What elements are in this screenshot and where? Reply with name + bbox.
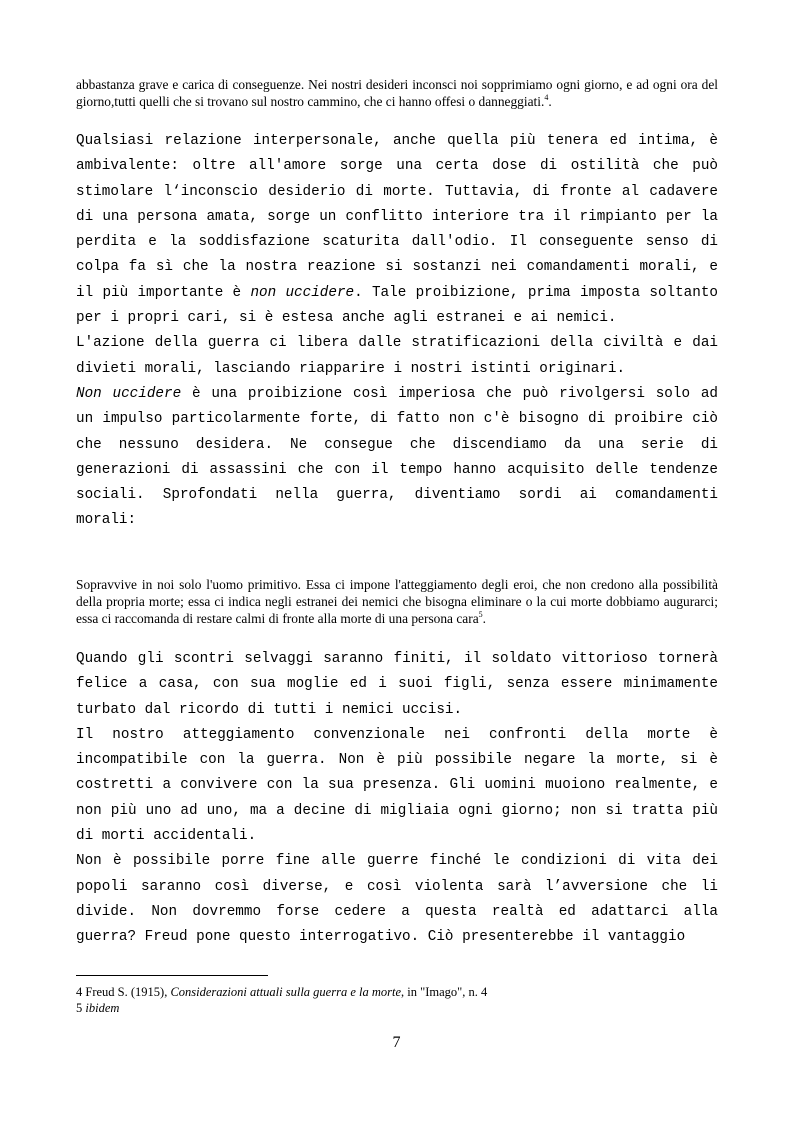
paragraph: L'azione della guerra ci libera dalle stratificazioni della civiltà e dai divieti morali, lasciando riapparire i nostri istinti originari. — [76, 335, 718, 377]
paragraph: Quando gli scontri selvaggi saranno finiti, il soldato vittorioso tornerà felice a casa, con sua moglie ed i suoi figli, senza essere minimamente turbato dal ricordo di tutti i nemici uccisi. — [76, 651, 718, 718]
footnote-5: 5 ibidem — [76, 1001, 120, 1015]
paragraph: Il nostro atteggiamento convenzionale nei confronti della morte è incompatibile con la guerra. Non è più possibile negare la morte, si è costretti a convivere con la sua presenza. Gli uomini muoiono realmente, e non più uno ad uno, ma a decine di migliaia ogni giorno; non si tratta più di morti accidentali. — [76, 726, 718, 845]
top-quote-text: abbastanza grave e carica di conseguenze. Nei nostri desideri inconsci noi sopprimiamo ogni giorno, e ad ogni ora del giorno,tutti quelli che si trovano sul nostro cammino, che ci hanno offesi o danneggiati. — [76, 77, 718, 109]
body-text-2 — [76, 647, 718, 951]
italic-term: Non uccidere — [76, 385, 182, 402]
top-quote: abbastanza grave e carica di conseguenze. Nei nostri desideri inconsci noi sopprimiamo ogni giorno, e ad ogni ora del giorno,tutti quelli che si trovano sul nostro cammino, che ci hanno offesi o danneggiati.$^4$. — [76, 77, 718, 109]
italic-term: non uccidere — [250, 284, 355, 301]
footnote-ref-4[interactable]: 4 — [544, 93, 549, 102]
paragraph: Non uccidere è una proibizione così imperiosa che può rivolgersi solo ad un impulso particolarmente forte, di fatto non c'è bisogno di proibire ciò che nessuno desidera. Ne consegue che discendiamo da una serie di generazioni di assassini che con il tempo hanno acquisito delle tendenze sociali. Sprofondati nella guerra, diventiamo sordi ai comandamenti morali: — [76, 385, 718, 529]
body-text-1 — [76, 129, 718, 534]
quote-2-text: Sopravvive in noi solo l'uomo primitivo. Essa ci impone l'atteggiamento degli eroi, che non credono alla possibilità della propria morte; essa ci indica negli estranei dei nemici che bisogna eliminare o la cui morte dobbiamo augurarci; essa ci raccomanda di restare calmi di fronte alla morte di una persona cara — [76, 577, 718, 626]
footnote-4: 4 Freud S. (1915), Considerazioni attuali sulla guerra e la morte, in "Imago", n. 4 — [76, 985, 488, 999]
paragraph: Qualsiasi relazione interpersonale, anche quella più tenera ed intima, è ambivalente: oltre all'amore sorge una certa dose di ostilità che può stimolare l‘inconscio desiderio di morte. Tuttavia, di fronte al cadavere di una persona amata, sorge un conflitto interiore tra il rimpianto per la perdita e la soddisfazione scaturita dall'odio. Il conseguente senso di colpa fa sì che la nostra reazione si sostanzi nei comandamenti morali, e il più importante è non uccidere. Tale proibizione, prima imposta soltanto per i propri cari, si è estesa anche agli estranei e ai nemici. — [76, 133, 718, 327]
page-number: 7 — [392, 1034, 401, 1051]
footnote-ref-5[interactable]: 5 — [478, 610, 483, 619]
quote-2: Sopravvive in noi solo l'uomo primitivo. Essa ci impone l'atteggiamento degli eroi, che non credono alla possibilità della propria morte; essa ci indica negli estranei dei nemici che bisogna eliminare o la cui morte dobbiamo augurarci; essa ci raccomanda di restare calmi di fronte alla morte di una persona cara$^5$. — [76, 577, 718, 626]
paragraph: Non è possibile porre fine alle guerre finché le condizioni di vita dei popoli saranno così diverse, e così violenta sarà l’avversione che li divide. Non dovremmo forse cedere a questa realtà ed adattarci alla guerra? Freud pone questo interrogativo. Ciò presenterebbe il vantaggio — [76, 853, 718, 946]
footnote-separator — [76, 975, 268, 976]
